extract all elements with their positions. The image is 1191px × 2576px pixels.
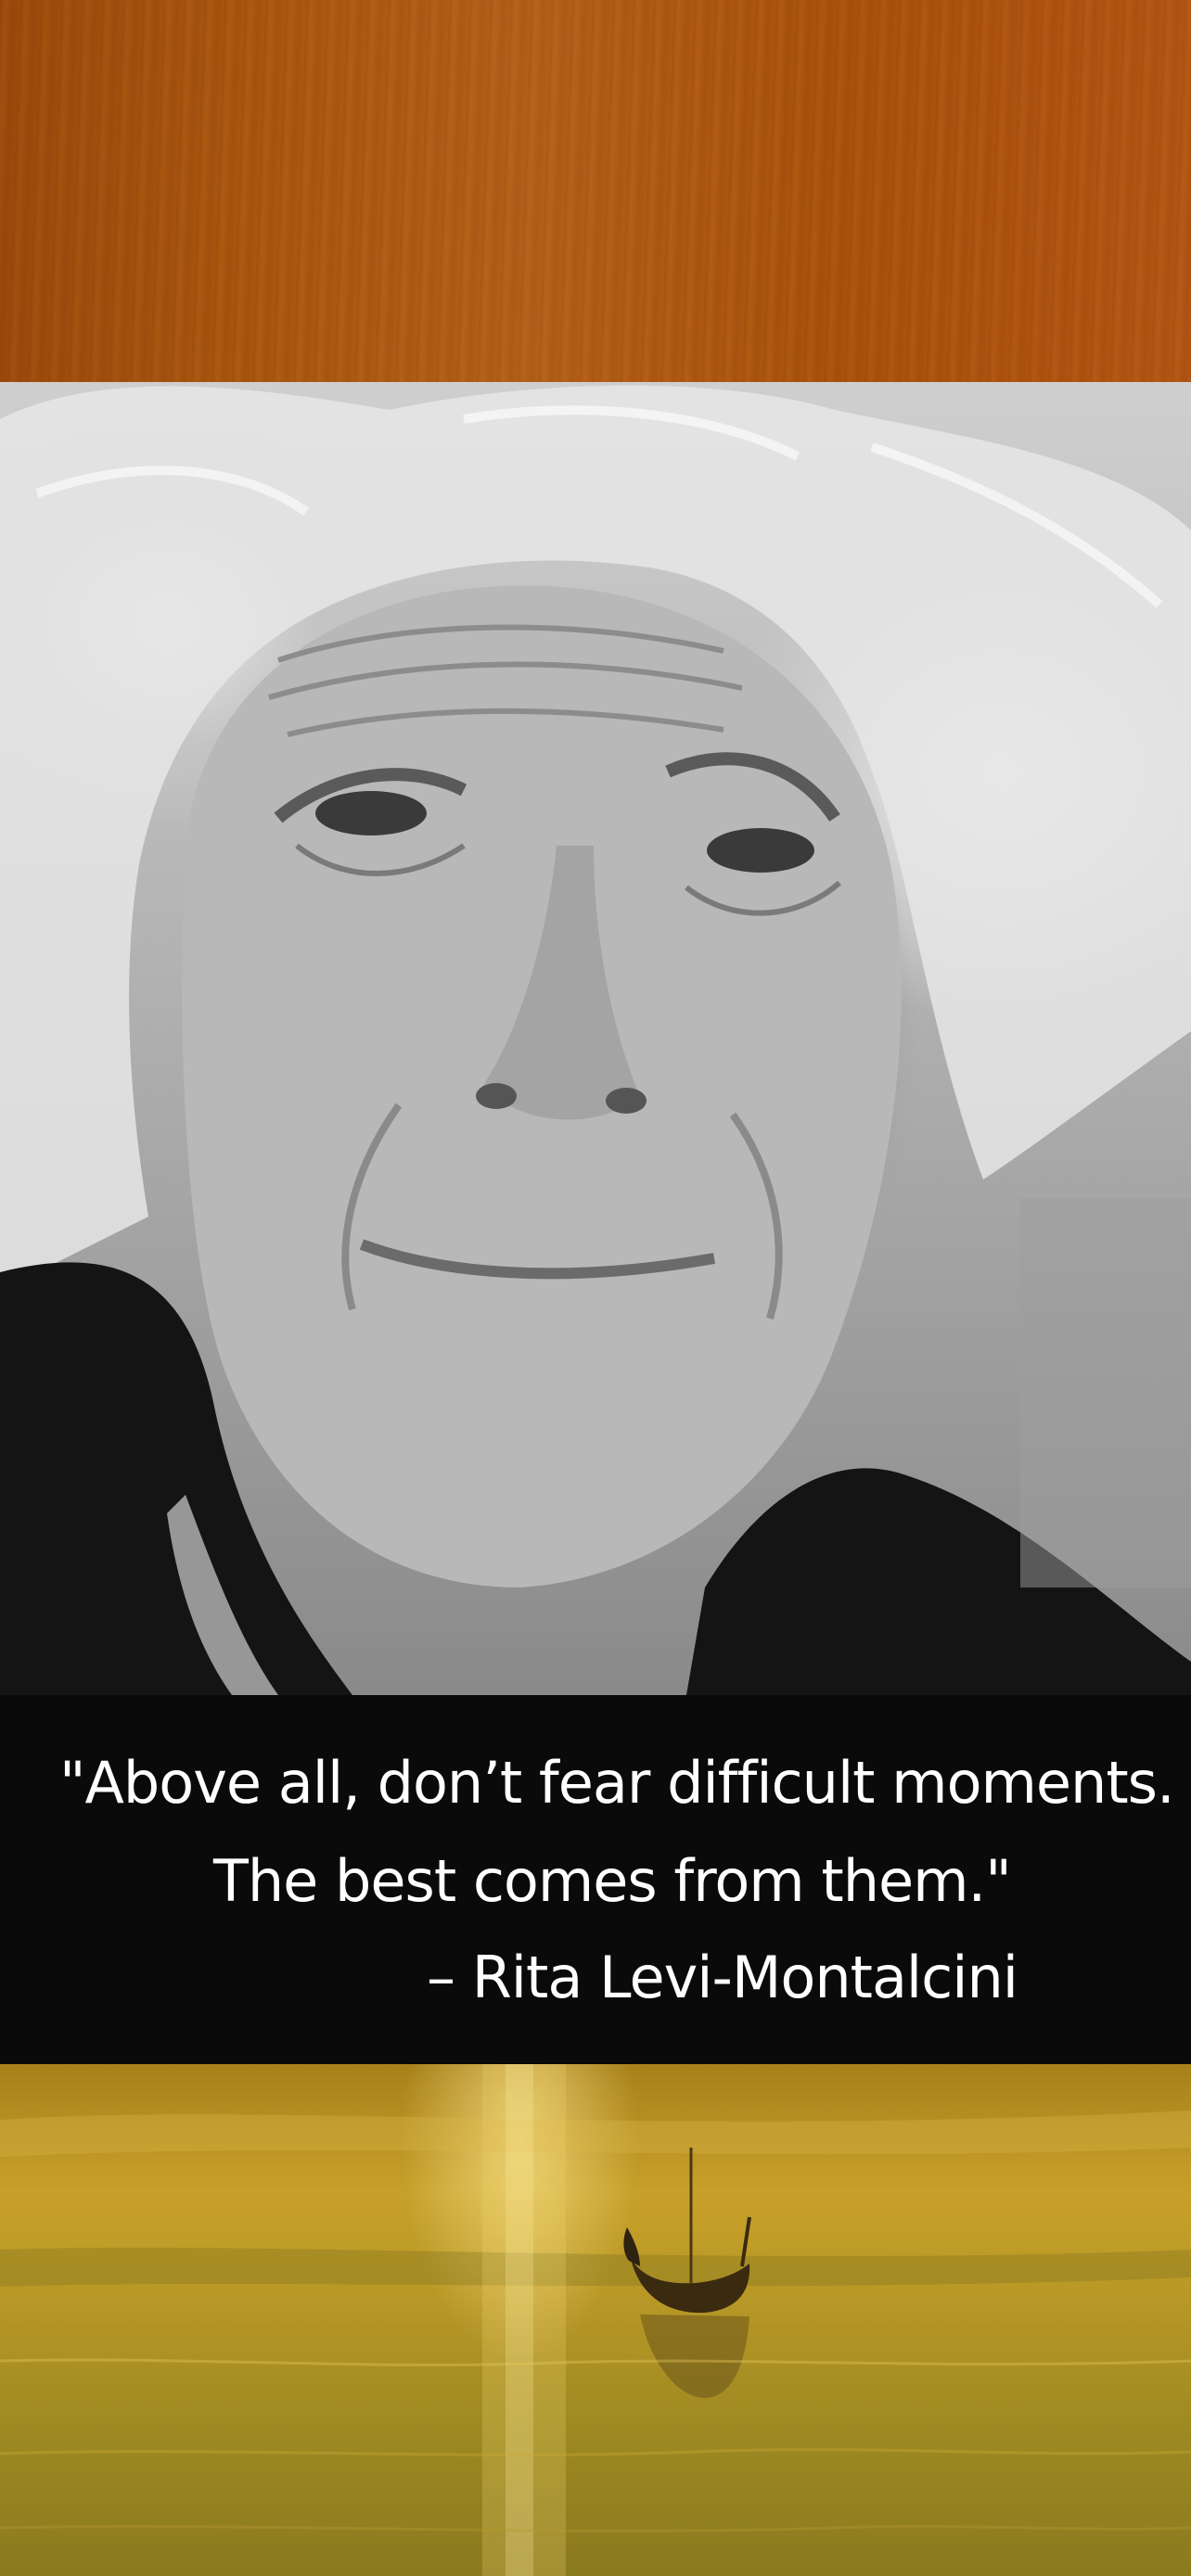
portrait-photo (0, 382, 1191, 1695)
lake-boat-painting (0, 2064, 1191, 2576)
quote-line-2: The best comes from them." (213, 1847, 1011, 1915)
portrait-illustration (0, 382, 1191, 1695)
quote-attribution: – Rita Levi-Montalcini (427, 1944, 1018, 2011)
wood-texture-band (0, 0, 1191, 382)
lake-illustration (0, 2064, 1191, 2576)
quote-caption (0, 1695, 1191, 2064)
quote-line-1: "Above all, don’t fear difficult moments. (59, 1749, 1174, 1817)
